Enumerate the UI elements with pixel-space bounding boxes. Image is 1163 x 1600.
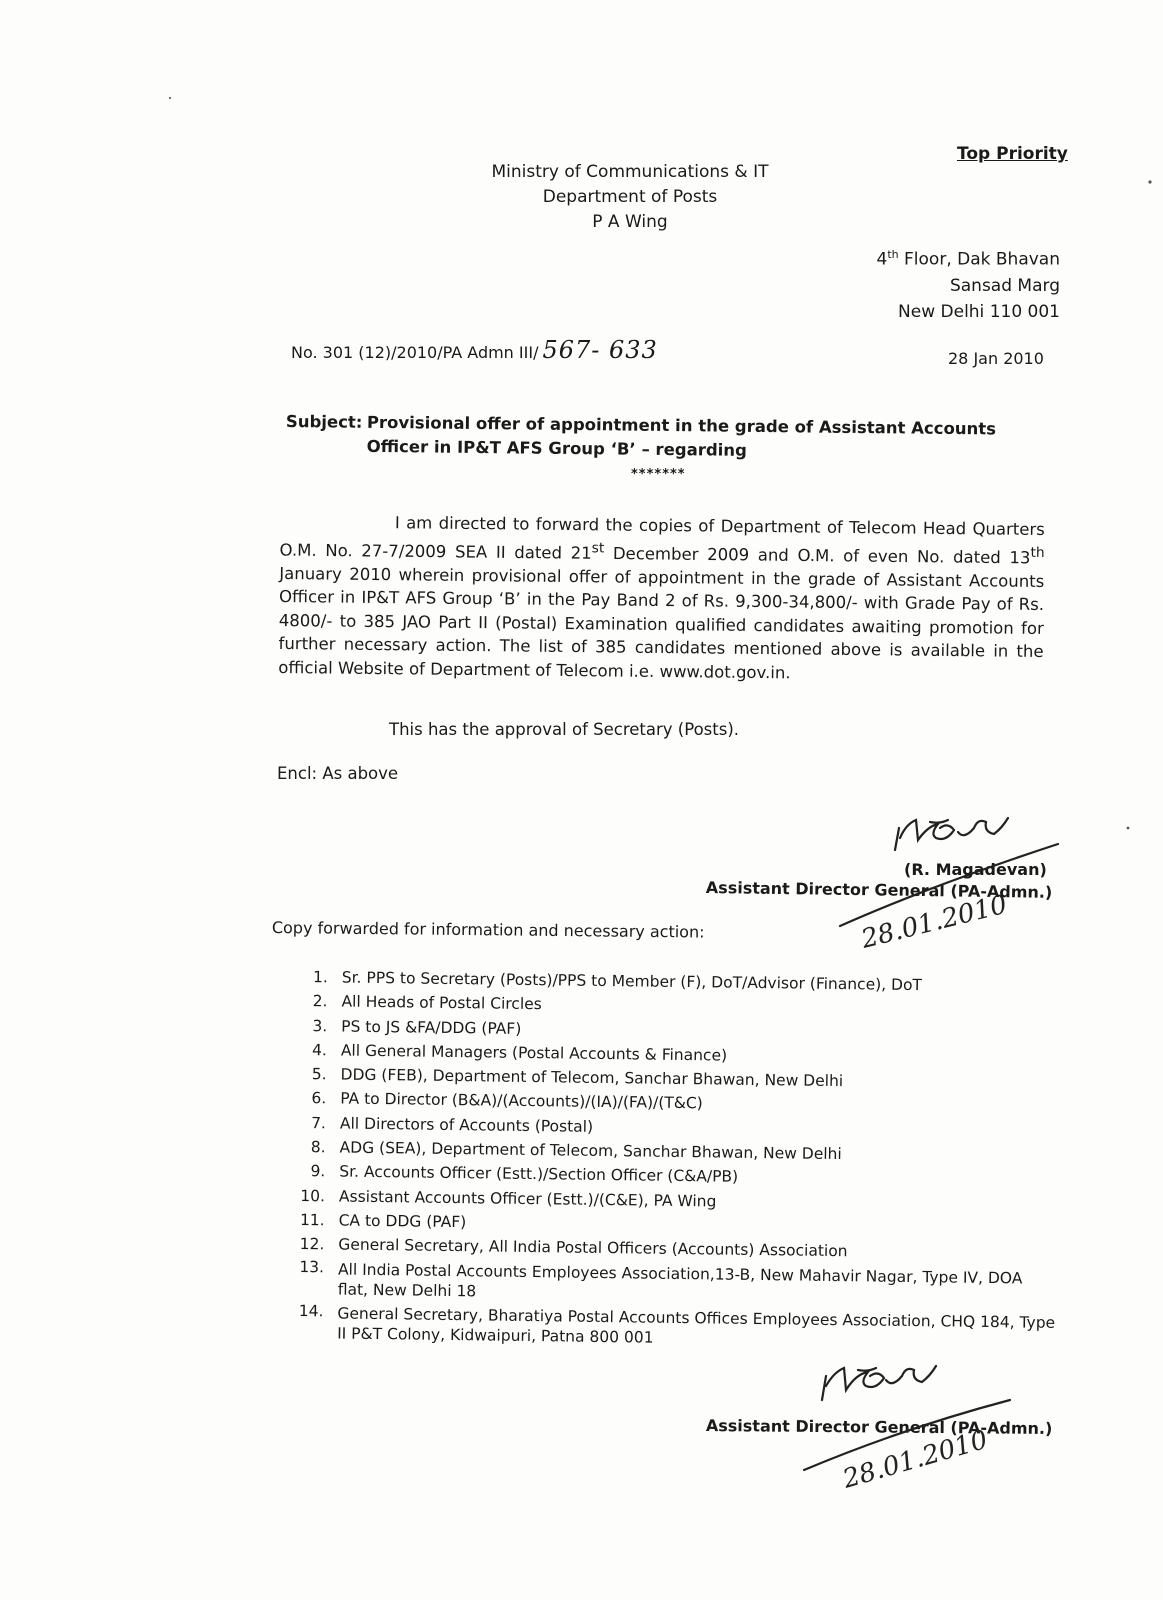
distribution-item-number: 13. (299, 1257, 325, 1276)
distribution-item-text: All General Managers (Postal Accounts & Finance) (340, 1041, 728, 1065)
distribution-item-number: 4. (311, 1041, 328, 1060)
copy-forwarded-heading: Copy forwarded for information and necessary action: (271, 918, 705, 942)
scan-speck (1148, 180, 1151, 183)
letter-date: 28 Jan 2010 (948, 349, 1044, 368)
signatory-title: Assistant Director General (PA-Admn.) (705, 878, 1053, 902)
signatory-name: (R. Magadevan) (904, 860, 1047, 879)
distribution-item-number: 6. (311, 1089, 327, 1108)
distribution-item (295, 1301, 1056, 1355)
approval-note: This has the approval of Secretary (Posts). (389, 720, 740, 739)
distribution-item-text: Assistant Accounts Officer (Estt.)/(C&E), PA Wing (338, 1187, 717, 1211)
distribution-item-text: PS to JS &FA/DDG (PAF) (341, 1017, 522, 1038)
distribution-item-number: 7. (311, 1113, 327, 1133)
reference-number (291, 336, 658, 364)
reference-text: No. 301 (12)/2010/PA Admn III/ (291, 343, 539, 362)
distribution-item-number: 2. (312, 992, 328, 1011)
body-paragraph: I am directed to forward the copies of Department of Telecom Head Quarters O.M. No. 27-7/2009 SEA II dated 21st December 2009 and O.M. of even No. dated 13th January 2010 wherein provisional offer of appointment in the grade of Assistant Accounts Officer in IP&T AFS Group ‘B’ in the Pay Band 2 of Rs. 9,300-34,800/- with Grade Pay of Rs. 4800/- to 385 JAO Part II (Postal) Examination qualified candidates awaiting promotion for further necessary action. The list of 385 candidates mentioned above is available in the official Website of Department of Telecom i.e. www.dot.gov.in. (278, 513, 1045, 682)
distribution-item-number: 5. (311, 1065, 327, 1084)
distribution-item-number: 9. (310, 1162, 326, 1181)
priority-label: Top Priority (957, 144, 1068, 164)
distribution-item-text: All India Postal Accounts Employees Association,13-B, New Mahavir Nagar, Type IV, DOA flat, New Delhi 18 (337, 1260, 1023, 1300)
subject-text: Provisional offer of appointment in the grade of Assistant Accounts Officer in IP&T AFS Group ‘B’ – regarding (366, 412, 997, 460)
distribution-item-number: 3. (312, 1016, 328, 1035)
distribution-item-number: 12. (299, 1235, 325, 1254)
distribution-item-text: General Secretary, Bharatiya Postal Accounts Offices Employees Association, CHQ 184, Type II P&T Colony, Kidwaipuri, Patna 800 001 (337, 1304, 1056, 1347)
signatory-title-2: Assistant Director General (PA-Admn.) (705, 1416, 1053, 1439)
scan-speck (169, 97, 171, 99)
signature-1-date: 28.01.2010 (858, 889, 1011, 955)
distribution-item-number: 14. (298, 1301, 324, 1320)
distribution-item-text: CA to DDG (PAF) (338, 1211, 467, 1232)
office-address (820, 242, 1060, 325)
distribution-item-text: PA to Director (B&A)/(Accounts)/(IA)/(FA)/(T&C) (340, 1090, 703, 1113)
separator: ******* (631, 467, 686, 482)
distribution-item-text: Sr. Accounts Officer (Estt.)/Section Officer (C&A/PB) (339, 1162, 739, 1187)
scan-speck (1127, 827, 1130, 830)
distribution-item-text: Sr. PPS to Secretary (Posts)/PPS to Member (F), DoT/Advisor (Finance), DoT (341, 968, 923, 995)
signature-2-date: 28.01.2010 (839, 1424, 992, 1495)
distribution-item-text: All Heads of Postal Circles (341, 992, 542, 1014)
letterhead (440, 160, 820, 235)
subject-block (285, 410, 1046, 460)
ministry-name: Ministry of Communications & IT (491, 162, 769, 182)
distribution-item-number: 11. (299, 1210, 325, 1230)
handwritten-dispatch-number: 567- 633 (542, 336, 658, 364)
dot-website-link[interactable]: www.dot.gov.in (659, 661, 786, 682)
distribution-item-text: All Directors of Accounts (Postal) (339, 1114, 594, 1136)
distribution-item-text: ADG (SEA), Department of Telecom, Sanchar Bhawan, New Delhi (339, 1138, 842, 1164)
distribution-item-text: DDG (FEB), Department of Telecom, Sanchar Bhawan, New Delhi (340, 1065, 844, 1091)
wing-name: P A Wing (592, 212, 668, 232)
enclosure-note: Encl: As above (277, 764, 399, 783)
subject-label: Subject: (285, 411, 363, 432)
distribution-item-number: 10. (300, 1186, 326, 1206)
distribution-item-text: General Secretary, All India Postal Officers (Accounts) Association (338, 1235, 848, 1261)
distribution-list (295, 965, 1060, 1354)
department-name: Department of Posts (542, 187, 718, 207)
distribution-item-number: 8. (310, 1138, 326, 1157)
distribution-item-number: 1. (312, 968, 328, 987)
address-line-1: 4th Floor, Dak Bhavan (876, 248, 1060, 270)
address-line-2: Sansad Marg (949, 275, 1060, 296)
address-line-3: New Delhi 110 001 (898, 301, 1060, 322)
